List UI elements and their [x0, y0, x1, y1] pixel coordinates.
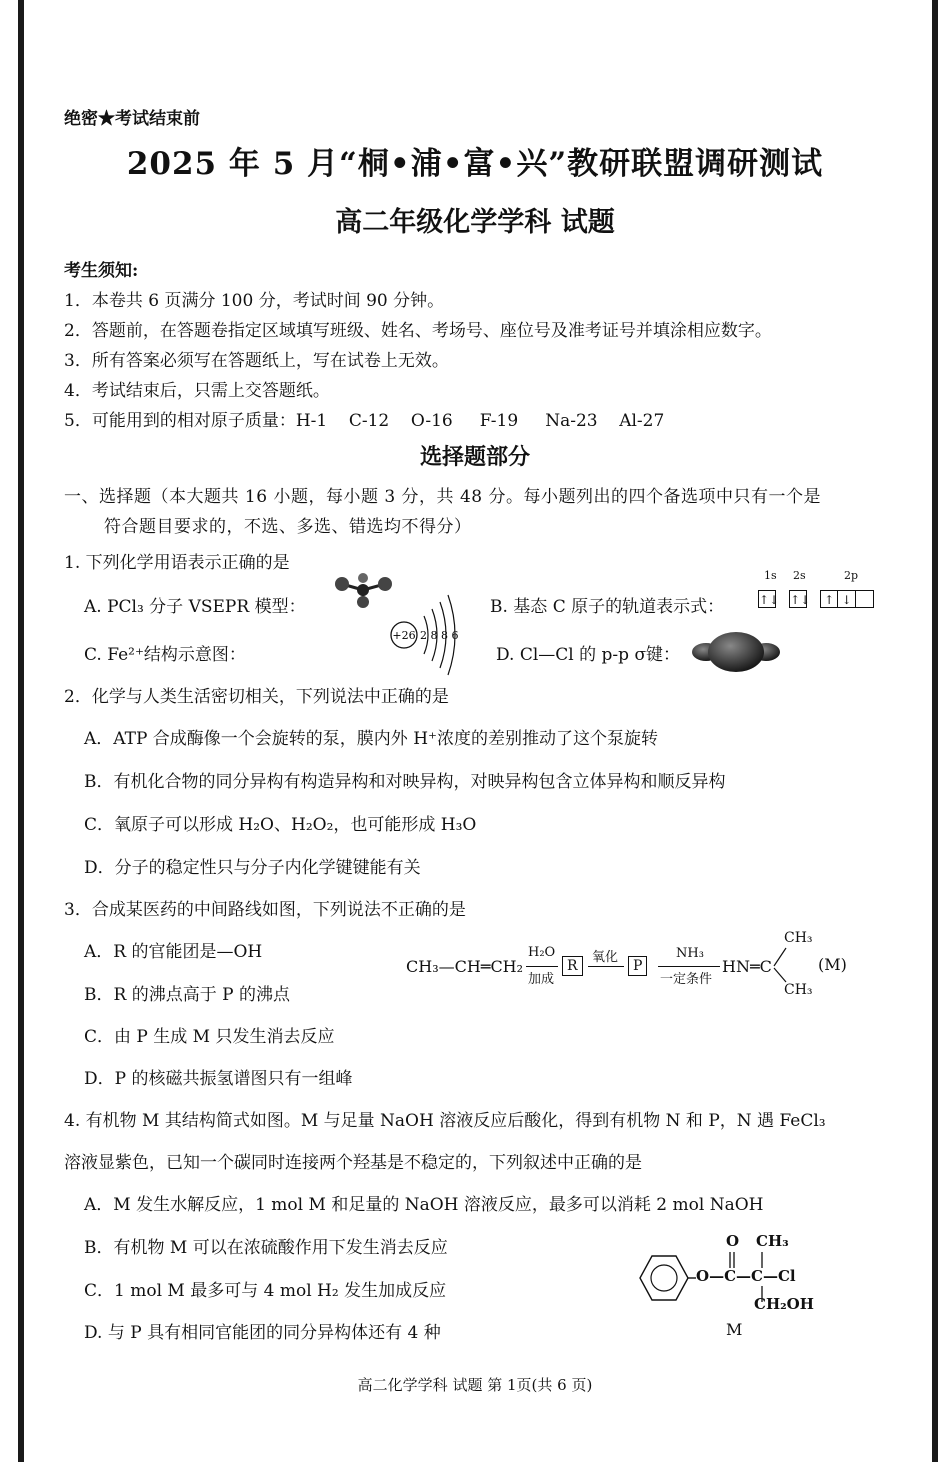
- notice-item-5: 5．可能用到的相对原子质量：H-1 C-12 O-16 F-19 Na-23 Al-27: [64, 411, 665, 431]
- scheme-label-m: (M): [818, 955, 847, 974]
- scheme-reagent-2: 氧化: [592, 950, 619, 965]
- q4-option-c: C．1 mol M 最多可与 4 mol H₂ 发生加成反应: [84, 1281, 447, 1301]
- q3-reaction-scheme: [406, 928, 856, 1000]
- arrow-1-icon: [526, 966, 558, 967]
- notice-item-1: 1．本卷共 6 页满分 100 分，考试时间 90 分钟。: [64, 291, 445, 311]
- scheme-box-r: R: [562, 956, 583, 976]
- orbital-box-1s: ↑↓: [758, 590, 776, 608]
- notice-item-4: 4．考试结束后，只需上交答题纸。: [64, 381, 330, 401]
- benzene-ring-icon: [632, 1252, 696, 1304]
- q4-option-b: B．有机物 M 可以在浓硫酸作用下发生消去反应: [84, 1238, 448, 1258]
- q4-stem-1: 4. 有机物 M 其结构简式如图。M 与足量 NaOH 溶液反应后酸化，得到有机物 N 和 P，N 遇 FeCl₃: [64, 1111, 826, 1131]
- scheme-start: CH₃—CH═CH₂: [406, 957, 524, 976]
- q1-option-d: D. Cl—Cl 的 p-p σ键：: [496, 645, 681, 665]
- page-footer: 高二化学学科 试题 第 1页(共 6 页): [357, 1376, 593, 1394]
- part1-instructions-2: 符合题目要求的，不选、多选、错选均不得分）: [104, 517, 472, 537]
- arrow-2-icon: [588, 966, 624, 967]
- q1-option-b: B. 基态 C 原子的轨道表示式：: [490, 597, 725, 617]
- scheme-reagent-1: H₂O: [528, 945, 556, 960]
- scheme-box-p: P: [628, 956, 647, 976]
- orbital-label-2p: 2p: [844, 569, 859, 582]
- q4-structure-m: [632, 1230, 832, 1340]
- structure-chain: O—C—C—Cl: [696, 1267, 796, 1285]
- q2-option-c: C．氧原子可以形成 H₂O、H₂O₂，也可能形成 H₃O: [84, 815, 477, 835]
- q3-option-d: D．P 的核磁共振氢谱图只有一组峰: [84, 1069, 353, 1089]
- orbital-box-2p-3: [856, 590, 874, 608]
- part1-instructions-1: 一、选择题（本大题共 16 小题，每小题 3 分，共 48 分。每小题列出的四个备选项中只有一个是: [64, 487, 822, 507]
- orbital-diagram: [758, 588, 876, 608]
- scheme-methyl-bonds-icon: [772, 942, 792, 986]
- q2-option-d: D．分子的稳定性只与分子内化学键键能有关: [84, 858, 421, 878]
- scheme-methyl-bottom: CH₃: [784, 982, 813, 998]
- orbital-box-2p-2: ↓: [838, 590, 856, 608]
- q3-stem: 3．合成某医药的中间路线如图，下列说法不正确的是: [64, 900, 466, 920]
- exam-title: 2025 年 5 月“桐•浦•富•兴”教研联盟调研测试: [126, 146, 824, 182]
- exam-subtitle: 高二年级化学学科 试题: [335, 207, 615, 238]
- q4-option-d: D. 与 P 具有相同官能团的同分异构体还有 4 种: [84, 1323, 441, 1343]
- q1-stem: 1. 下列化学用语表示正确的是: [64, 553, 290, 573]
- carbonyl-oxygen: O: [726, 1232, 740, 1250]
- q3-option-c: C．由 P 生成 M 只发生消去反应: [84, 1027, 335, 1047]
- notice-item-2: 2．答题前，在答题卷指定区域填写班级、姓名、考场号、座位号及准考证号并填涂相应数字。: [64, 321, 772, 341]
- orbital-label-1s: 1s: [764, 569, 777, 582]
- secret-label: 绝密★考试结束前: [64, 109, 200, 129]
- scheme-condition-1: 加成: [528, 972, 555, 987]
- q1-option-c: C. Fe²⁺结构示意图：: [84, 645, 246, 665]
- p-p-sigma-bond-icon: [688, 630, 784, 674]
- orbital-box-2p-1: ↑: [820, 590, 838, 608]
- structure-label-m: M: [726, 1320, 743, 1339]
- orbital-label-2s: 2s: [793, 569, 806, 582]
- q2-option-a: A．ATP 合成酶像一个会旋转的泵，膜内外 H⁺浓度的差别推动了这个泵旋转: [84, 729, 659, 749]
- fe-nucleus-charge: +26: [392, 629, 416, 642]
- notice-heading: 考生须知:: [64, 261, 139, 281]
- arrow-3-icon: [658, 966, 720, 967]
- structure-methyl: CH₃: [756, 1232, 789, 1250]
- q4-option-a: A．M 发生水解反应，1 mol M 和足量的 NaOH 溶液反应，最多可以消耗 2 mol NaOH: [84, 1195, 764, 1215]
- scheme-condition-3: 一定条件: [660, 972, 713, 987]
- section-title: 选择题部分: [419, 444, 530, 470]
- scheme-product: HN═C: [722, 957, 772, 976]
- notice-item-3: 3．所有答案必须写在答题纸上，写在试卷上无效。: [64, 351, 449, 371]
- q4-stem-2: 溶液显紫色，已知一个碳同时连接两个羟基是不稳定的，下列叙述中正确的是: [64, 1153, 642, 1173]
- fe-shell-electrons: 2 8 8 6: [420, 629, 459, 642]
- q3-option-b: B．R 的沸点高于 P 的沸点: [84, 985, 290, 1005]
- fe2-structure-diagram-icon: [384, 592, 464, 678]
- scheme-reagent-3: NH₃: [676, 946, 704, 961]
- orbital-box-2s: ↑↓: [789, 590, 807, 608]
- structure-ch2oh: CH₂OH: [754, 1295, 814, 1313]
- q1-option-a: A. PCl₃ 分子 VSEPR 模型：: [84, 597, 306, 617]
- q2-option-b: B．有机化合物的同分异构有构造异构和对映异构，对映异构包含立体异构和顺反异构: [84, 772, 726, 792]
- q3-option-a: A．R 的官能团是—OH: [84, 942, 263, 962]
- q2-stem: 2．化学与人类生活密切相关，下列说法中正确的是: [64, 687, 449, 707]
- scheme-methyl-top: CH₃: [784, 930, 813, 946]
